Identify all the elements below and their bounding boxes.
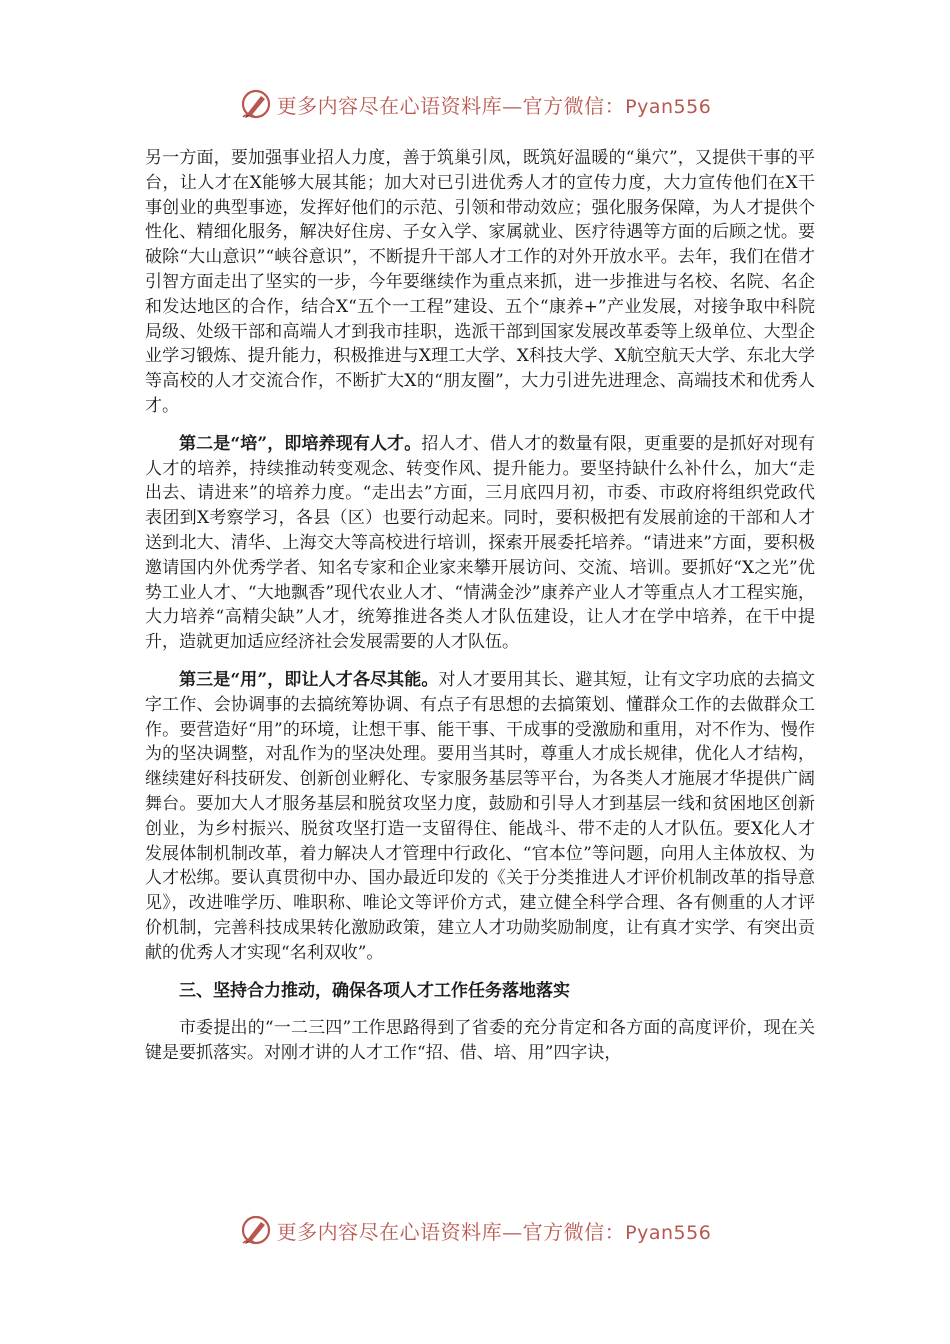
- paragraph-use-lead: 第三是“用”，即让人才各尽其能。: [179, 669, 439, 690]
- paragraph-cultivate-lead: 第二是“培”，即培养现有人才。: [179, 433, 422, 454]
- banner-text: [277, 90, 712, 119]
- document-body: [145, 146, 815, 1079]
- paragraph-cultivate: [145, 432, 815, 655]
- pen-logo-icon: [239, 87, 273, 121]
- paragraph-cultivate-text: 招人才、借人才的数量有限，更重要的是抓好对现有人才的培养，持续推动转变观念、转变作风、提升能力。要坚持缺什么补什么，加大“走出去、请进来”的培养力度。“走出去”方面，三月底四月初，市委、市政府将组织党政代表团到X考察学习，各县（区）也要行动起来。同时，要积极把有发展前途的干部和人才送到北大、清华、上海交大等高校进行培训，探索开展委托培养。“请进来”方面，要积极邀请国内外优秀学者、知名专家和企业家来攀开展访问、交流、培训。要抓好“X之光”优势工业人才、“大地飘香”现代农业人才、“情满金沙”康养产业人才等重点人才工程实施，大力培养“高精尖缺”人才，统筹推进各类人才队伍建设，让人才在学中培养，在干中提升，造就更加适应经济社会发展需要的人才队伍。: [145, 433, 815, 653]
- paragraph-use: [145, 668, 815, 966]
- paragraph-implementation: 市委提出的“一二三四”工作思路得到了省委的充分肯定和各方面的高度评价，现在关键是要抓落实。对刚才讲的人才工作“招、借、培、用”四字诀，: [145, 1018, 815, 1064]
- paragraph-use-text: 对人才要用其长、避其短，让有文字功底的去搞文字工作、会协调事的去搞统筹协调、有点子有思想的去搞策划、懂群众工作的去做群众工作。要营造好“用”的环境，让想干事、能干事、干成事的受激励和重用，对不作为、慢作为的坚决调整，对乱作为的坚决处理。要用当其时，尊重人才成长规律，优化人才结构，继续建好科技研发、创新创业孵化、专家服务基层等平台，为各类人才施展才华提供广阔舞台。要加大人才服务基层和脱贫攻坚力度，鼓励和引导人才到基层一线和贫困地区创新创业，为乡村振兴、脱贫攻坚打造一支留得住、能战斗、带不走的人才队伍。要X化人才发展体制机制改革，着力解决人才管理中行政化、“官本位”等问题，向用人主体放权、为人才松绑。要认真贯彻中办、国办最近印发的《关于分类推进人才评价机制改革的指导意见》，改进唯学历、唯职称、唯论文等评价方式，建立健全科学合理、各有侧重的人才评价机制，完善科技成果转化激励政策，建立人才功勋奖励制度，让有真才实学、有突出贡献的优秀人才实现“名利双收”。: [145, 669, 816, 963]
- banner-wechat-id: Pyan556: [625, 1221, 712, 1244]
- banner-wechat-id: Pyan556: [625, 95, 712, 118]
- section-heading-three: 三、坚持合力推动，确保各项人才工作任务落地落实: [179, 980, 570, 1001]
- paragraph-recruit-continued: 另一方面，要加强事业招人力度，善于筑巢引凤，既筑好温暖的“巢穴”，又提供干事的平台，让人才在X能够大展其能；加大对已引进优秀人才的宣传力度，大力宣传他们在X干事创业的典型事迹，发挥好他们的示范、引领和带动效应；强化服务保障，为人才提供个性化、精细化服务，解决好住房、子女入学、家属就业、医疗待遇等方面的后顾之忧。要破除“大山意识”“峡谷意识”，不断提升干部人才工作的对外开放水平。去年，我们在借才引智方面走出了坚实的一步，今年要继续作为重点来抓，进一步推进与名校、名院、名企和发达地区的合作，结合X“五个一工程”建设、五个“康养+”产业发展，对接争取中科院局级、处级干部和高端人才到我市挂职，选派干部到国家发展改革委等上级单位、大型企业学习锻炼、提升能力，积极推进与X理工大学、X科技大学、X航空航天大学、东北大学等高校的人才交流合作，不断扩大X的“朋友圈”，大力引进先进理念、高端技术和优秀人才。: [145, 148, 815, 416]
- banner-text: [277, 1216, 712, 1245]
- banner-text-cn: 更多内容尽在心语资料库—官方微信：: [276, 1219, 626, 1244]
- banner-text-cn: 更多内容尽在心语资料库—官方微信：: [276, 93, 626, 118]
- header-banner: [0, 84, 950, 124]
- footer-banner: [0, 1210, 950, 1250]
- pen-logo-icon: [239, 1213, 273, 1247]
